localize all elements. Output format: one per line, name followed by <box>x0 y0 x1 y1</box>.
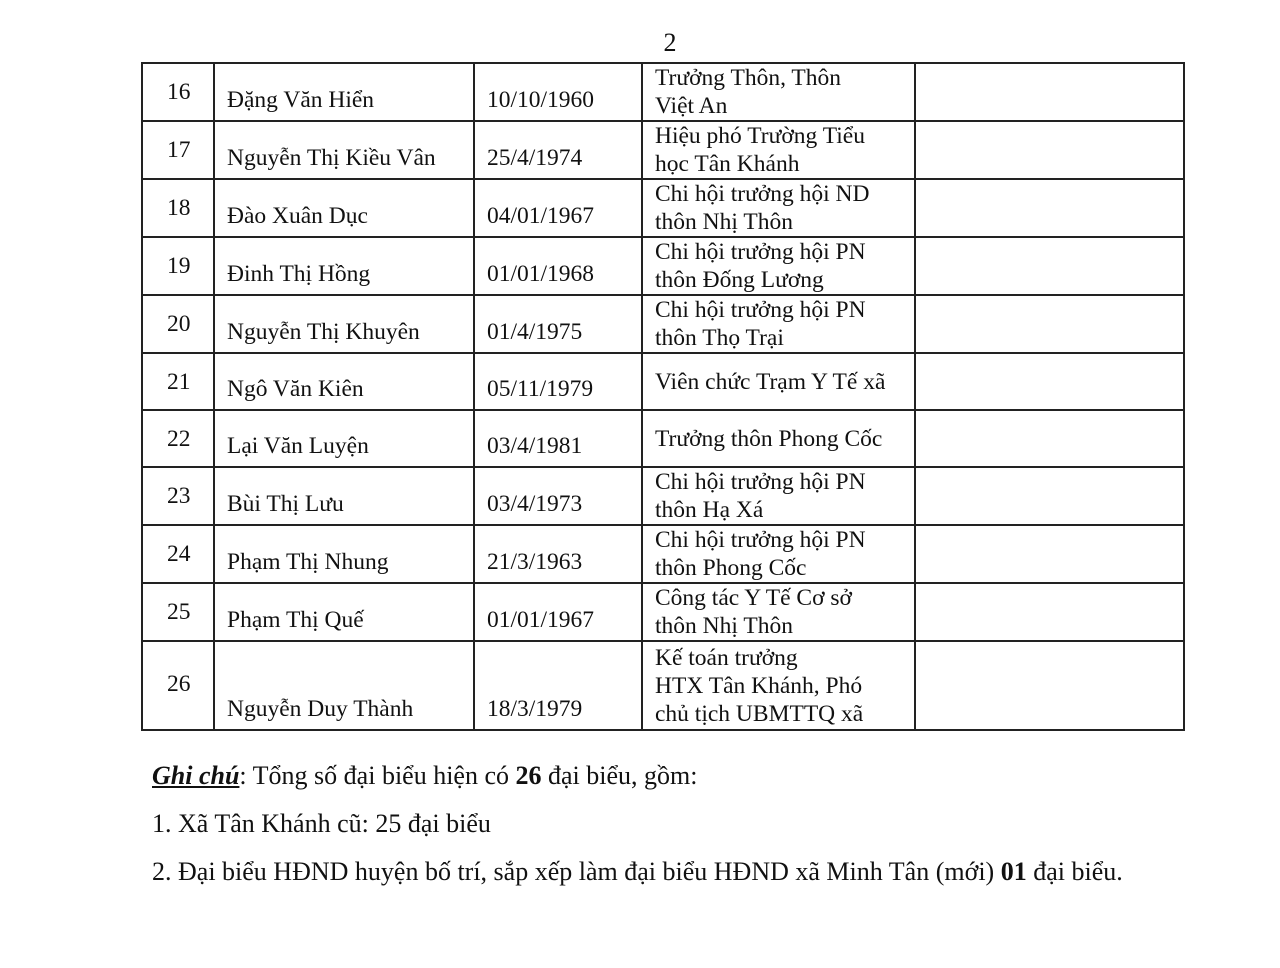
table-row <box>142 525 1184 583</box>
notes-intro-b: đại biểu, gồm: <box>541 761 698 790</box>
position-line: thôn Nhị Thôn <box>655 209 793 235</box>
date-of-birth-cell <box>474 583 642 641</box>
date-of-birth-cell <box>474 179 642 237</box>
row-number: 21 <box>167 369 191 395</box>
date-of-birth: 18/3/1979 <box>487 696 583 722</box>
delegate-name: Đinh Thị Hồng <box>227 261 371 287</box>
delegate-name: Bùi Thị Lưu <box>227 491 344 517</box>
position-line: Trưởng Thôn, Thôn <box>655 65 842 91</box>
table-row <box>142 641 1184 730</box>
page-number: 2 <box>663 28 677 57</box>
row-number: 26 <box>167 671 191 697</box>
date-of-birth: 03/4/1981 <box>487 433 583 459</box>
table-row <box>142 353 1184 410</box>
delegate-name: Đặng Văn Hiển <box>227 87 375 113</box>
delegate-name-cell <box>214 583 474 641</box>
table-row <box>142 237 1184 295</box>
date-of-birth-cell <box>474 525 642 583</box>
date-of-birth-cell <box>474 121 642 179</box>
row-number-cell <box>142 295 214 353</box>
page-content <box>141 62 1183 887</box>
delegate-name-cell <box>214 410 474 467</box>
position-line: Chi hội trưởng hội PN <box>655 239 866 265</box>
row-number: 25 <box>167 599 191 625</box>
delegate-name: Đào Xuân Dục <box>227 203 368 229</box>
notes-label: Ghi chú <box>152 761 240 790</box>
delegate-name: Lại Văn Luyện <box>227 433 369 459</box>
row-number-cell <box>142 467 214 525</box>
position-cell <box>642 467 915 525</box>
table-row <box>142 121 1184 179</box>
table-row <box>142 295 1184 353</box>
notes-item-1: 1. Xã Tân Khánh cũ: 25 đại biểu <box>152 809 491 838</box>
delegate-name: Phạm Thị Quế <box>227 607 364 633</box>
row-number-cell <box>142 525 214 583</box>
position-line: Công tác Y Tế Cơ sở <box>655 585 852 611</box>
notes-cell <box>915 179 1184 237</box>
table-row <box>142 410 1184 467</box>
date-of-birth-cell <box>474 641 642 730</box>
position-line: thôn Phong Cốc <box>655 555 807 581</box>
table-row <box>142 63 1184 121</box>
delegate-name-cell <box>214 353 474 410</box>
notes-intro-a: : Tổng số đại biểu hiện có <box>239 761 516 790</box>
delegate-name-cell <box>214 179 474 237</box>
notes-cell <box>915 237 1184 295</box>
row-number-cell <box>142 583 214 641</box>
date-of-birth: 01/01/1967 <box>487 607 595 633</box>
position-line: Chi hội trưởng hội ND <box>655 181 870 207</box>
delegate-name-cell <box>214 641 474 730</box>
position-line: Việt An <box>655 93 728 119</box>
date-of-birth-cell <box>474 410 642 467</box>
row-number-cell <box>142 179 214 237</box>
row-number: 19 <box>167 253 191 279</box>
position-cell <box>642 410 915 467</box>
notes-cell <box>915 295 1184 353</box>
notes-cell <box>915 410 1184 467</box>
delegate-name-cell <box>214 63 474 121</box>
date-of-birth: 04/01/1967 <box>487 203 595 229</box>
date-of-birth: 01/01/1968 <box>487 261 595 287</box>
notes-cell <box>915 63 1184 121</box>
date-of-birth: 25/4/1974 <box>487 145 583 171</box>
position-line: chủ tịch UBMTTQ xã <box>655 700 864 727</box>
delegate-name-cell <box>214 525 474 583</box>
row-number-cell <box>142 353 214 410</box>
position-line: Chi hội trưởng hội PN <box>655 297 866 323</box>
position-line: học Tân Khánh <box>655 151 800 177</box>
position-line: Trưởng thôn Phong Cốc <box>655 425 883 452</box>
row-number: 23 <box>167 483 191 509</box>
date-of-birth: 03/4/1973 <box>487 491 583 517</box>
position-line: thôn Nhị Thôn <box>655 613 793 639</box>
date-of-birth: 10/10/1960 <box>487 87 595 113</box>
delegate-name-cell <box>214 121 474 179</box>
notes-total-count: 26 <box>515 761 542 790</box>
notes-summary <box>152 761 1152 791</box>
delegate-table <box>141 62 1185 731</box>
notes-cell <box>915 353 1184 410</box>
table-row <box>142 179 1184 237</box>
delegate-name-cell <box>214 467 474 525</box>
row-number-cell <box>142 63 214 121</box>
notes-item-2 <box>152 857 1152 887</box>
position-cell <box>642 295 915 353</box>
position-cell <box>642 641 915 730</box>
position-line: Kế toán trưởng <box>655 644 798 671</box>
position-cell <box>642 525 915 583</box>
delegate-name: Ngô Văn Kiên <box>227 376 364 402</box>
date-of-birth: 05/11/1979 <box>487 376 594 402</box>
row-number: 18 <box>167 195 191 221</box>
notes-item-2-b: đại biểu. <box>1026 857 1123 886</box>
notes-cell <box>915 583 1184 641</box>
position-line: HTX Tân Khánh, Phó <box>655 672 863 699</box>
date-of-birth-cell <box>474 63 642 121</box>
delegate-name: Nguyễn Duy Thành <box>227 696 414 722</box>
date-of-birth-cell <box>474 467 642 525</box>
row-number: 20 <box>167 311 191 337</box>
position-line: Chi hội trưởng hội PN <box>655 527 866 553</box>
table-row <box>142 583 1184 641</box>
row-number: 24 <box>167 541 191 567</box>
position-line: thôn Thọ Trại <box>655 325 784 351</box>
position-line: Hiệu phó Trường Tiểu <box>655 123 865 149</box>
row-number: 22 <box>167 426 191 452</box>
notes-cell <box>915 525 1184 583</box>
notes-section <box>152 761 1152 887</box>
position-cell <box>642 583 915 641</box>
notes-cell <box>915 641 1184 730</box>
notes-item-2-a: 2. Đại biểu HĐND huyện bố trí, sắp xếp làm đại biểu HĐND xã Minh Tân (mới) <box>152 857 1001 886</box>
row-number: 17 <box>167 137 191 163</box>
date-of-birth-cell <box>474 237 642 295</box>
position-line: thôn Hạ Xá <box>655 497 764 523</box>
notes-cell <box>915 121 1184 179</box>
row-number: 16 <box>167 79 191 105</box>
position-line: thôn Đống Lương <box>655 267 824 293</box>
row-number-cell <box>142 410 214 467</box>
delegate-name: Nguyễn Thị Khuyên <box>227 319 420 345</box>
date-of-birth: 21/3/1963 <box>487 549 583 575</box>
position-cell <box>642 121 915 179</box>
row-number-cell <box>142 121 214 179</box>
position-cell <box>642 179 915 237</box>
row-number-cell <box>142 237 214 295</box>
delegate-name-cell <box>214 237 474 295</box>
delegate-name: Phạm Thị Nhung <box>227 549 389 575</box>
date-of-birth-cell <box>474 295 642 353</box>
delegate-name: Nguyễn Thị Kiều Vân <box>227 145 436 171</box>
position-cell <box>642 63 915 121</box>
notes-item-2-count: 01 <box>1000 857 1027 886</box>
table-row <box>142 467 1184 525</box>
date-of-birth-cell <box>474 353 642 410</box>
position-cell <box>642 237 915 295</box>
row-number-cell <box>142 641 214 730</box>
notes-cell <box>915 467 1184 525</box>
date-of-birth: 01/4/1975 <box>487 319 583 345</box>
position-line: Chi hội trưởng hội PN <box>655 469 866 495</box>
position-line: Viên chức Trạm Y Tế xã <box>655 368 886 395</box>
position-cell <box>642 353 915 410</box>
delegate-name-cell <box>214 295 474 353</box>
